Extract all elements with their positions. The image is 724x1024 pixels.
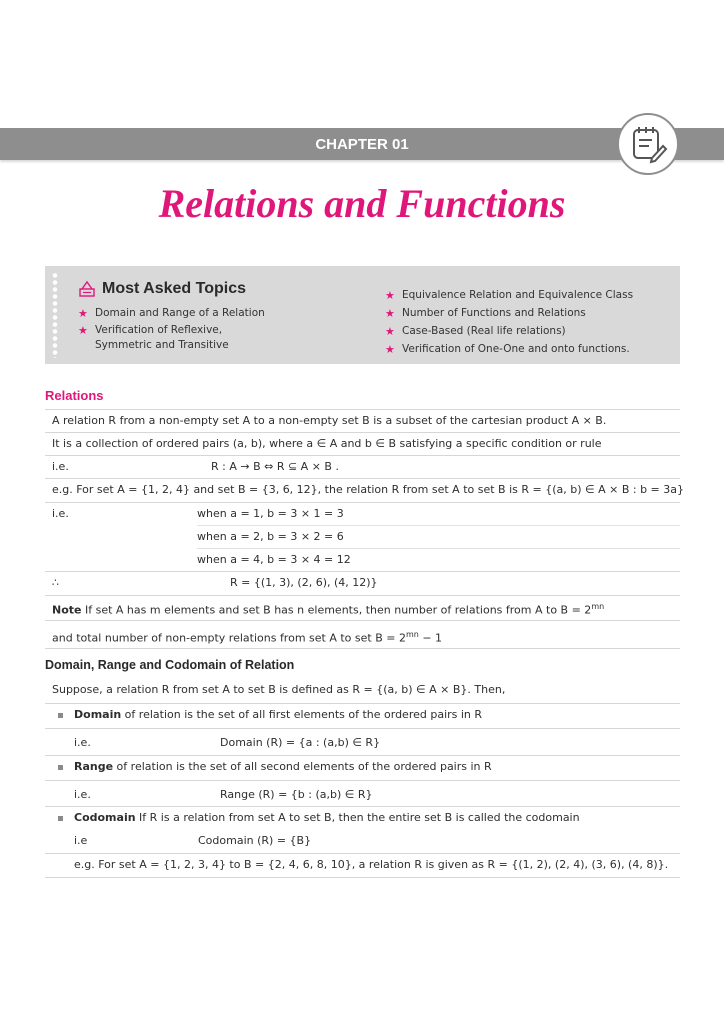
most-asked-topics-box	[45, 266, 680, 364]
definition-row: Domain of relation is the set of all first elements of the ordered pairs in R	[45, 703, 680, 728]
star-icon: ★	[78, 323, 88, 337]
domain-range-heading: Domain, Range and Codomain of Relation	[45, 658, 295, 672]
chapter-title: Relations and Functions	[158, 181, 566, 226]
text-row: i.e. Domain (R) = {a : (a,b) ∈ R}	[45, 728, 680, 755]
chapter-label: CHAPTER 01	[315, 136, 409, 153]
divider	[45, 877, 680, 878]
note-row: and total number of non-empty relations from set A to set $B = 2^{mn} - 1$	[45, 620, 680, 647]
star-icon: ★	[385, 343, 395, 356]
text-row: when a = 4, b = 3 × 4 = 12	[197, 548, 680, 571]
text-row: when a = 2, b = 3 × 2 = 6	[197, 525, 680, 548]
books-icon	[78, 280, 96, 298]
list-item: ★ Number of Functions and Relations	[385, 307, 586, 320]
text-row: i.e. Range (R) = {b : (a,b) ∈ R}	[45, 780, 680, 807]
text-row: e.g. For set A = {1, 2, 4} and set B = {3, 6, 12}, the relation R from set A to set B is R = {(a, b) ∈ A × B : b = 3a}	[45, 478, 680, 501]
topics-heading: Most Asked Topics	[102, 280, 247, 297]
list-item: ★ Verification of One-One and onto functions.	[385, 343, 630, 356]
bullet-square	[58, 713, 63, 718]
definition-row: Range of relation is the set of all second elements of the ordered pairs in R	[45, 755, 680, 780]
text-row: i.e Codomain (R) = {B}	[74, 834, 312, 847]
bullet-square	[58, 765, 63, 770]
relations-heading: Relations	[45, 388, 104, 403]
text-row: A relation R from a non-empty set A to a non-empty set B is a subset of the cartesian product A × B.	[45, 409, 680, 432]
list-item: ★ Verification of Reflexive,	[78, 323, 223, 337]
notepad-pencil-icon	[617, 113, 679, 175]
topics-left-list	[78, 306, 288, 355]
bullet-square	[58, 816, 63, 821]
text-row: Suppose, a relation R from set A to set B is defined as R = {(a, b) ∈ A × B}. Then,	[52, 683, 506, 696]
list-item: ★ Domain and Range of a Relation	[78, 307, 265, 320]
text-row: i.e. when a = 1, b = 3 × 1 = 3	[45, 502, 680, 525]
list-item: ★ Case-Based (Real life relations)	[385, 325, 566, 338]
star-icon: ★	[385, 289, 395, 302]
definition-row: Codomain If R is a relation from set A to set B, then the entire set B is called the codomain	[45, 806, 680, 831]
divider	[45, 648, 680, 649]
note-row: Note If set A has m elements and set B has n elements, then number of relations from A to $B = 2^{mn}$	[45, 595, 680, 620]
text-row: e.g. For set A = {1, 2, 3, 4} to B = {2, 4, 6, 8, 10}, a relation R is given as R = {(1, 2), (2, 4), (3, 6), (4, 8)}.	[45, 853, 680, 878]
topics-header	[78, 280, 246, 298]
text-row: i.e. R : A → B ⇔ R ⊆ A × B .	[45, 455, 680, 478]
star-icon: ★	[385, 325, 395, 338]
star-icon: ★	[78, 307, 88, 320]
text-row: It is a collection of ordered pairs (a, b), where a ∈ A and b ∈ B satisfying a specific condition or rule	[45, 432, 680, 455]
list-item-continuation: Symmetric and Transitive	[95, 339, 229, 351]
binding-dots	[49, 272, 61, 358]
list-item: ★ Equivalence Relation and Equivalence Class	[385, 289, 634, 302]
text-row: ∴ R = {(1, 3), (2, 6), (4, 12)}	[45, 571, 680, 594]
star-icon: ★	[385, 307, 395, 320]
topics-right-list	[385, 288, 675, 360]
